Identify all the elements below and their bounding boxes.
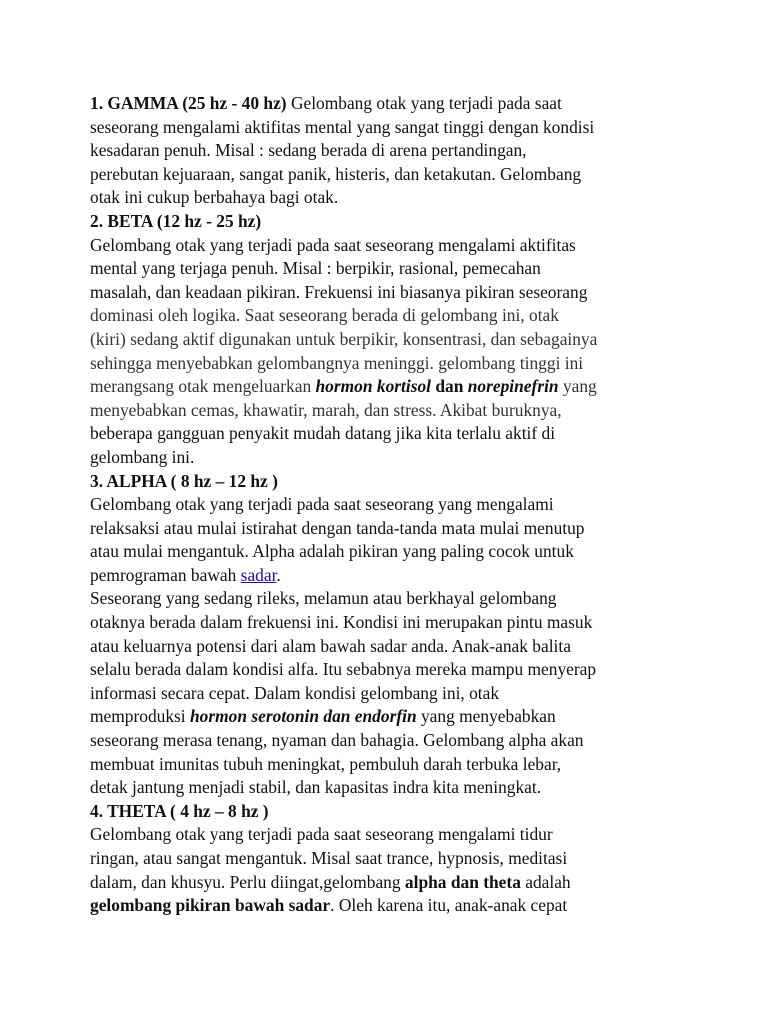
alpha-p2-line-8: membuat imunitas tubuh meningkat, pembuluh darah terbuka lebar,: [90, 753, 562, 774]
beta-line-5: (kiri) sedang aktif digunakan untuk berpikir, konsentrasi, dan sebagainya: [90, 328, 598, 349]
alpha-p2-line-9: detak jantung menjadi stabil, dan kapasitas indra kita meningkat.: [90, 777, 542, 798]
alpha-line-4: pemrograman bawah sadar.: [90, 564, 281, 585]
theta-line-4: gelombang pikiran bawah sadar. Oleh karena itu, anak-anak cepat: [90, 895, 568, 916]
norepinefrin-emphasis: norepinefrin: [467, 376, 559, 397]
document-body: [90, 92, 730, 918]
theta-line-1: Gelombang otak yang terjadi pada saat seseorang mengalami tidur: [90, 824, 553, 845]
beta-line-3: masalah, dan keadaan pikiran. Frekuensi ini biasanya pikiran seseorang: [90, 281, 588, 302]
beta-heading: 2. BETA (12 hz - 25 hz): [90, 210, 262, 231]
beta-line-1: Gelombang otak yang terjadi pada saat seseorang mengalami aktifitas: [90, 234, 576, 255]
hormon-kortisol-emphasis: hormon kortisol: [315, 376, 432, 397]
alpha-line-1: Gelombang otak yang terjadi pada saat seseorang yang mengalami: [90, 494, 554, 515]
beta-line-4: dominasi oleh logika. Saat seseorang berada di gelombang ini, otak: [90, 305, 559, 326]
gamma-line-2: seseorang mengalami aktifitas mental yang sangat tinggi dengan kondisi: [90, 116, 595, 137]
theta-heading: 4. THETA ( 4 hz – 8 hz ): [90, 800, 269, 821]
bawah-sadar-emphasis: gelombang pikiran bawah sadar: [90, 895, 331, 916]
beta-line-2: mental yang terjaga penuh. Misal : berpikir, rasional, pemecahan: [90, 258, 541, 279]
alpha-p2-line-4: selalu berada dalam kondisi alfa. Itu sebabnya mereka mampu menyerap: [90, 659, 597, 680]
gamma-heading: 1. GAMMA (25 hz - 40 hz): [90, 93, 287, 113]
beta-line-6: sehingga menyebabkan gelombangnya meninggi. gelombang tinggi ini: [90, 352, 584, 373]
alpha-heading: 3. ALPHA ( 8 hz – 12 hz ): [90, 470, 278, 491]
sadar-link[interactable]: sadar: [240, 564, 277, 585]
beta-line-10: gelombang ini.: [90, 446, 195, 467]
alpha-p2-line-6: memproduksi hormon serotonin dan endorfin yang menyebabkan: [90, 706, 556, 727]
theta-line-3: dalam, dan khusyu. Perlu diingat,gelombang alpha dan theta adalah: [90, 871, 571, 892]
alpha-p2-line-7: seseorang merasa tenang, nyaman dan bahagia. Gelombang alpha akan: [90, 730, 584, 751]
beta-line-8: menyebabkan cemas, khawatir, marah, dan stress. Akibat buruknya,: [90, 399, 562, 420]
theta-line-2: ringan, atau sangat mengantuk. Misal saat trance, hypnosis, meditasi: [90, 848, 568, 868]
beta-line-9: beberapa gangguan penyakit mudah datang jika kita terlalu aktif di: [90, 423, 556, 444]
gamma-line-3: kesadaran penuh. Misal : sedang berada di arena pertandingan,: [90, 140, 527, 161]
beta-line-7: merangsang otak mengeluarkan hormon kortisol dan norepinefrin yang: [90, 376, 597, 397]
alpha-line-3: atau mulai mengantuk. Alpha adalah pikiran yang paling cocok untuk: [90, 541, 574, 562]
hormon-serotonin-emphasis: hormon serotonin dan endorfin: [190, 706, 417, 727]
alpha-p2-line-3: atau keluarnya potensi dari alam bawah sadar anda. Anak-anak balita: [90, 635, 571, 656]
alpha-theta-emphasis: alpha dan theta: [404, 871, 521, 892]
alpha-line-2: relaksaksi atau mulai istirahat dengan tanda-tanda mata mulai menutup: [90, 517, 585, 538]
alpha-p2-line-2: otaknya berada dalam frekuensi ini. Kondisi ini merupakan pintu masuk: [90, 612, 593, 633]
gamma-line-4: perebutan kejuaraan, sangat panik, histeris, dan ketakutan. Gelombang: [90, 163, 582, 184]
alpha-p2-line-5: informasi secara cepat. Dalam kondisi gelombang ini, otak: [90, 682, 500, 703]
gamma-line-5: otak ini cukup berbahaya bagi otak.: [90, 187, 339, 208]
alpha-p2-line-1: Seseorang yang sedang rileks, melamun atau berkhayal gelombang: [90, 588, 557, 609]
gamma-line-1: 1. GAMMA (25 hz - 40 hz) Gelombang otak yang terjadi pada saat: [90, 93, 562, 113]
